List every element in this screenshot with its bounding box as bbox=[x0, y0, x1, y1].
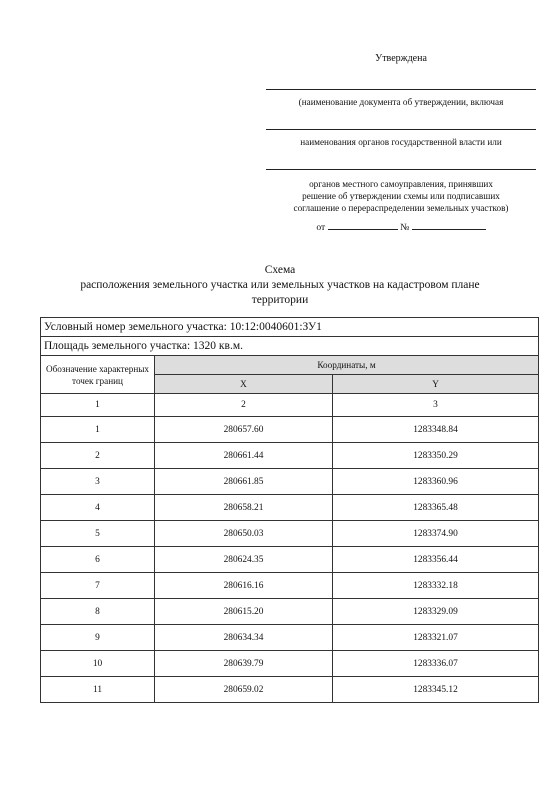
cell-point: 11 bbox=[41, 677, 155, 703]
cell-x: 280615.20 bbox=[155, 599, 333, 625]
cell-point: 3 bbox=[41, 469, 155, 495]
cell-point: 8 bbox=[41, 599, 155, 625]
date-label: от bbox=[316, 222, 326, 233]
date-blank bbox=[328, 220, 398, 230]
cell-x: 280639.79 bbox=[155, 651, 333, 677]
cell-point: 6 bbox=[41, 547, 155, 573]
cell-point: 10 bbox=[41, 651, 155, 677]
cell-point: 1 bbox=[41, 417, 155, 443]
cell-x: 280650.03 bbox=[155, 521, 333, 547]
scheme-title bbox=[60, 263, 500, 308]
cell-x: 280616.16 bbox=[155, 573, 333, 599]
header-coordinates: Координаты, м bbox=[155, 356, 539, 375]
parcel-area: Площадь земельного участка: 1320 кв.м. bbox=[41, 337, 539, 356]
approval-caption-line2: наименования органов государственной власти или bbox=[300, 137, 502, 147]
cell-x: 280659.02 bbox=[155, 677, 333, 703]
cell-point: 2 bbox=[41, 443, 155, 469]
approval-caption-line4: решение об утверждении схемы или подписавших bbox=[302, 191, 500, 201]
approval-caption-line5: соглашение о перераспределении земельных участков) bbox=[293, 203, 509, 213]
header-points: Обозначение характерных точек границ bbox=[41, 356, 155, 394]
cell-x: 280661.44 bbox=[155, 443, 333, 469]
cell-y: 1283365.48 bbox=[333, 495, 539, 521]
approval-caption-line1: (наименование документа об утверждении, включая bbox=[298, 97, 504, 107]
cell-y: 1283348.84 bbox=[333, 417, 539, 443]
table-row bbox=[41, 651, 539, 677]
conditional-number: Условный номер земельного участка: 10:12:0040601:ЗУ1 bbox=[41, 318, 539, 337]
column-number-row bbox=[41, 394, 539, 417]
table-row bbox=[41, 443, 539, 469]
cell-y: 1283336.07 bbox=[333, 651, 539, 677]
cell-y: 1283374.90 bbox=[333, 521, 539, 547]
approval-caption-line3: органов местного самоуправления, принявших bbox=[309, 179, 493, 189]
cell-y: 1283360.96 bbox=[333, 469, 539, 495]
table-row bbox=[41, 547, 539, 573]
cell-y: 1283332.18 bbox=[333, 573, 539, 599]
table-row bbox=[41, 599, 539, 625]
table-row bbox=[41, 677, 539, 703]
signature-line bbox=[266, 169, 536, 170]
signature-line bbox=[266, 89, 536, 90]
cell-point: 4 bbox=[41, 495, 155, 521]
column-number: 3 bbox=[333, 394, 539, 417]
table-row bbox=[41, 625, 539, 651]
scheme-title-line1: Схема bbox=[264, 264, 296, 276]
date-number-line bbox=[266, 220, 536, 233]
table-row bbox=[41, 495, 539, 521]
column-number: 2 bbox=[155, 394, 333, 417]
table-row bbox=[41, 417, 539, 443]
header-x: X bbox=[155, 375, 333, 394]
table-row bbox=[41, 469, 539, 495]
cell-x: 280634.34 bbox=[155, 625, 333, 651]
number-label: № bbox=[400, 222, 410, 233]
column-number: 1 bbox=[41, 394, 155, 417]
scheme-title-line3: территории bbox=[251, 294, 309, 306]
cell-point: 7 bbox=[41, 573, 155, 599]
cell-y: 1283350.29 bbox=[333, 443, 539, 469]
header-y: Y bbox=[333, 375, 539, 394]
cell-point: 5 bbox=[41, 521, 155, 547]
cell-y: 1283345.12 bbox=[333, 677, 539, 703]
cell-y: 1283329.09 bbox=[333, 599, 539, 625]
cell-x: 280624.35 bbox=[155, 547, 333, 573]
approved-title: Утверждена bbox=[375, 53, 427, 64]
table-row bbox=[41, 573, 539, 599]
coordinates-table bbox=[40, 317, 539, 703]
cell-x: 280657.60 bbox=[155, 417, 333, 443]
cell-x: 280661.85 bbox=[155, 469, 333, 495]
cell-y: 1283321.07 bbox=[333, 625, 539, 651]
number-blank bbox=[412, 220, 486, 230]
table-row bbox=[41, 521, 539, 547]
cell-x: 280658.21 bbox=[155, 495, 333, 521]
signature-line bbox=[266, 129, 536, 130]
cell-y: 1283356.44 bbox=[333, 547, 539, 573]
cell-point: 9 bbox=[41, 625, 155, 651]
scheme-title-line2: расположения земельного участка или земельных участков на кадастровом плане bbox=[80, 279, 480, 291]
